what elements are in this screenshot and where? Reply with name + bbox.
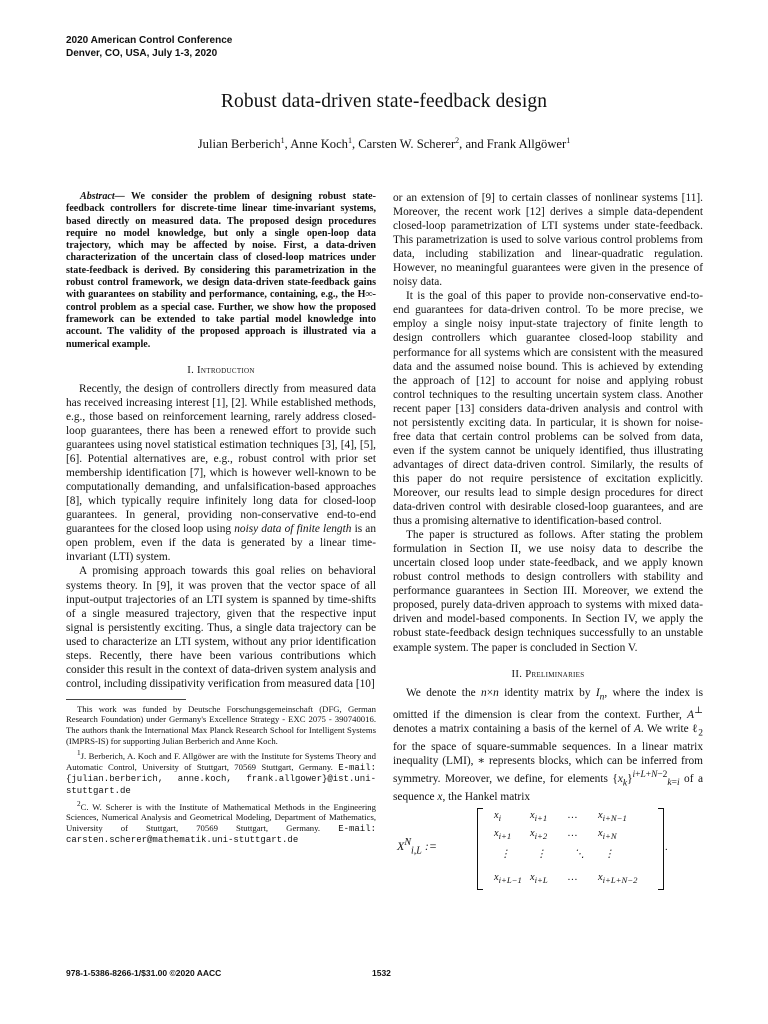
left-bracket bbox=[477, 808, 483, 890]
section-heading-preliminaries bbox=[393, 668, 703, 680]
body-paragraph: Recently, the design of controllers directly from measured data has received increasing interest [1], [2]. While established methods, e.g., those based on reinforcement learning, rarely address closed-loop guarantees, there has been a renewed effort to provide such guarantees using novel statistical estimation techniques [3], [4], [5], [6]. Potential alternatives are, e.g., robust control with prior set membership identification [7], which is however well-known to be computationally demanding, and unfalsification-based approaches [8], which typically require infinitely long data for closed-loop guarantees. In general, providing non-conservative end-to-end guarantees for the closed loop using noisy data of finite length is an open problem, even if the data is generated by a linear time-invariant (LTI) system. bbox=[66, 382, 376, 564]
paper-title: Robust data-driven state-feedback design bbox=[220, 91, 548, 112]
matrix-entry: $x_{i+N-1}$ bbox=[598, 810, 627, 824]
matrix-entry: ⋮ bbox=[536, 849, 547, 861]
section-number: II. bbox=[511, 667, 526, 680]
matrix-entry: $x_{i+N}$ bbox=[598, 828, 617, 842]
conference-header bbox=[66, 35, 232, 60]
section-title: Introduction bbox=[197, 363, 255, 376]
section-heading-introduction bbox=[66, 364, 376, 376]
matrix-entry: $x_{i+L+N-2}$ bbox=[598, 872, 638, 886]
equation-period: . bbox=[665, 842, 668, 854]
footnote-rule bbox=[66, 699, 186, 700]
footnotes bbox=[66, 704, 376, 846]
matrix-entry: $x_{i+L}$ bbox=[530, 872, 548, 886]
introduction-body bbox=[66, 382, 376, 691]
matrix-entry: ⋱ bbox=[574, 849, 585, 861]
hankel-lhs: $X^N_{i,L}$ := bbox=[397, 837, 437, 857]
author-list: Julian Berberich$^1$, Anne Koch$^1$, Carsten W. Scherer$^2$, and Frank Allgöwer$^1$ bbox=[197, 136, 571, 152]
abstract-label: Abstract bbox=[80, 191, 115, 202]
matrix-entry: ⋮ bbox=[604, 849, 615, 861]
matrix-entry: … bbox=[568, 828, 578, 840]
left-column bbox=[66, 191, 376, 846]
right-bracket bbox=[658, 808, 664, 890]
page-number: 1532 bbox=[372, 968, 391, 978]
right-column bbox=[393, 191, 703, 894]
matrix-entry: … bbox=[568, 872, 578, 884]
matrix-entry: $x_i$ bbox=[494, 810, 502, 824]
body-paragraph: It is the goal of this paper to provide non-conservative end-to-end guarantees for data-driven control. To be more precise, we employ a single noisy input-state trajectory of finite length to design controllers which guarantee closed-loop stability and performance for all systems which are consistent with the measured data and the assumed noise bound. This is achieved by extending the approach of [12] to account for noise and applying robust control techniques to the resulting uncertain system class. Another recent paper [13] considers data-driven analysis and control with not persistently exciting data. In particular, it is shown for noise-free data that certain control problems can be solved from data, even if the system cannot be uniquely identified, thus illustrating advantages of direct data-driven control. Similarly, the results of this paper do not require persistence of excitation explicitly. Moreover, our results lead to simple design procedures for direct data-driven control with desirable closed-loop guarantees, and are thus a promising alternative to identification-based control. bbox=[393, 290, 703, 528]
matrix-entry: … bbox=[568, 810, 578, 822]
body-paragraph: or an extension of [9] to certain classes of nonlinear systems [11]. Moreover, the recent work [12] derives a simple data-dependent closed-loop parametrization of LTI systems under state-feedback. This parametrization is used to solve various control problems from data, including stabilization and linear-quadratic regulation. However, no meaningful guarantees were given in the presence of noisy data. bbox=[393, 192, 703, 289]
body-paragraph: The paper is structured as follows. After stating the problem formulation in Section II, we use noisy data to describe the uncertain closed loop under state-feedback, and we apply known robust control methods to design controllers with stability and performance guarantees in Section III. Moreover, we extend the proposed, purely data-driven approach to systems with mixed data-driven and model-based components. In Section IV, we apply the robust state-feedback design techniques successfully to an unstable example system. The paper is concluded in Section V. bbox=[393, 529, 703, 654]
footnote: This work was funded by Deutsche Forschungsgemeinschaft (DFG, German Research Foundation) under Germany's Excellence Strategy - EXC 2075 - 390740016. The authors thank the International Max Planck Research School for Intelligent Systems (IMPRS-IS) for supporting Julian Berberich and Anne Koch. bbox=[66, 703, 376, 746]
matrix-entry: $x_{i+1}$ bbox=[494, 828, 512, 842]
footer-isbn: 978-1-5386-8266-1/$31.00 ©2020 AACC bbox=[66, 968, 222, 978]
matrix-entry: $x_{i+L-1}$ bbox=[494, 872, 522, 886]
conference-name: 2020 American Control Conference bbox=[66, 35, 233, 46]
abstract bbox=[66, 191, 376, 351]
section-number: I. bbox=[187, 363, 198, 376]
matrix-entry: ⋮ bbox=[500, 849, 511, 861]
preliminaries-paragraph: We denote the n×n identity matrix by $I_n$, where the index is omitted if the dimension is clear from the context. Further, A⊥ denotes a matrix containing a basis of the kernel of A. We write ℓ$_2$ for the space of square-summable sequences. In a linear matrix inequality (LMI), ∗ represents blocks, which can be inferred from symmetry. Moreover, we define, for elements $\{x_k\}^{i+L+N-2}_{k=i}$ of a sequence x, the Hankel matrix bbox=[393, 686, 703, 804]
section-title: Preliminaries bbox=[525, 667, 585, 680]
body-paragraph: A promising approach towards this goal relies on behavioral systems theory. In [9], it was proven that the vector space of all input-output trajectories of an LTI system is spanned by time-shifts of a single measured trajectory, given that the respective input signal is persistently exciting. Thus, a single data trajectory can be used to characterize an LTI system, without any prior identification steps. Recently, there have been various contributions which consider this result in the context of data-driven system analysis and control, including dissipativity verification from measured data [10] bbox=[66, 565, 376, 690]
footnote: $^1$J. Berberich, A. Koch and F. Allgöwer are with the Institute for Systems Theory and Automatic Control, University of Stuttgart, 70569 Stuttgart, Germany. E-mail: {julian.berberich, anne.koch, frank.allgower}@ist.uni-stuttgart.de bbox=[66, 749, 376, 796]
introduction-body-continued bbox=[393, 191, 703, 655]
conference-location: Denver, CO, USA, July 1-3, 2020 bbox=[66, 47, 218, 59]
hankel-matrix-equation bbox=[393, 806, 703, 894]
abstract-text: — We consider the problem of designing robust state-feedback controllers for discrete-time linear time-invariant systems, based directly on measured data. The proposed design procedures require no model knowledge, but only a single open-loop data trajectory, which may be affected by noise. First, a data-driven characterization of the uncertain class of closed-loop matrices under state-feedback is derived. By considering this parametrization in the robust control framework, we design data-driven state-feedback gains with guarantees on stability and performance, containing, e.g., the H∞-control problem as a special case. Further, we show how the proposed framework can be extended to take partial model knowledge into account. The validity of the proposed approach is illustrated via a numerical example. bbox=[66, 191, 376, 350]
matrix-entry: $x_{i+2}$ bbox=[530, 828, 548, 842]
footnote: $^2$C. W. Scherer is with the Institute of Mathematical Methods in the Engineering Sciences, Numerical Analysis and Geometrical Modeling, Department of Mathematics, University of Stuttgart, 70569 Stuttgart, Germany. E-mail: carsten.scherer@mathematik.uni-stuttgart.de bbox=[66, 799, 376, 846]
matrix-entry: $x_{i+1}$ bbox=[530, 810, 548, 824]
